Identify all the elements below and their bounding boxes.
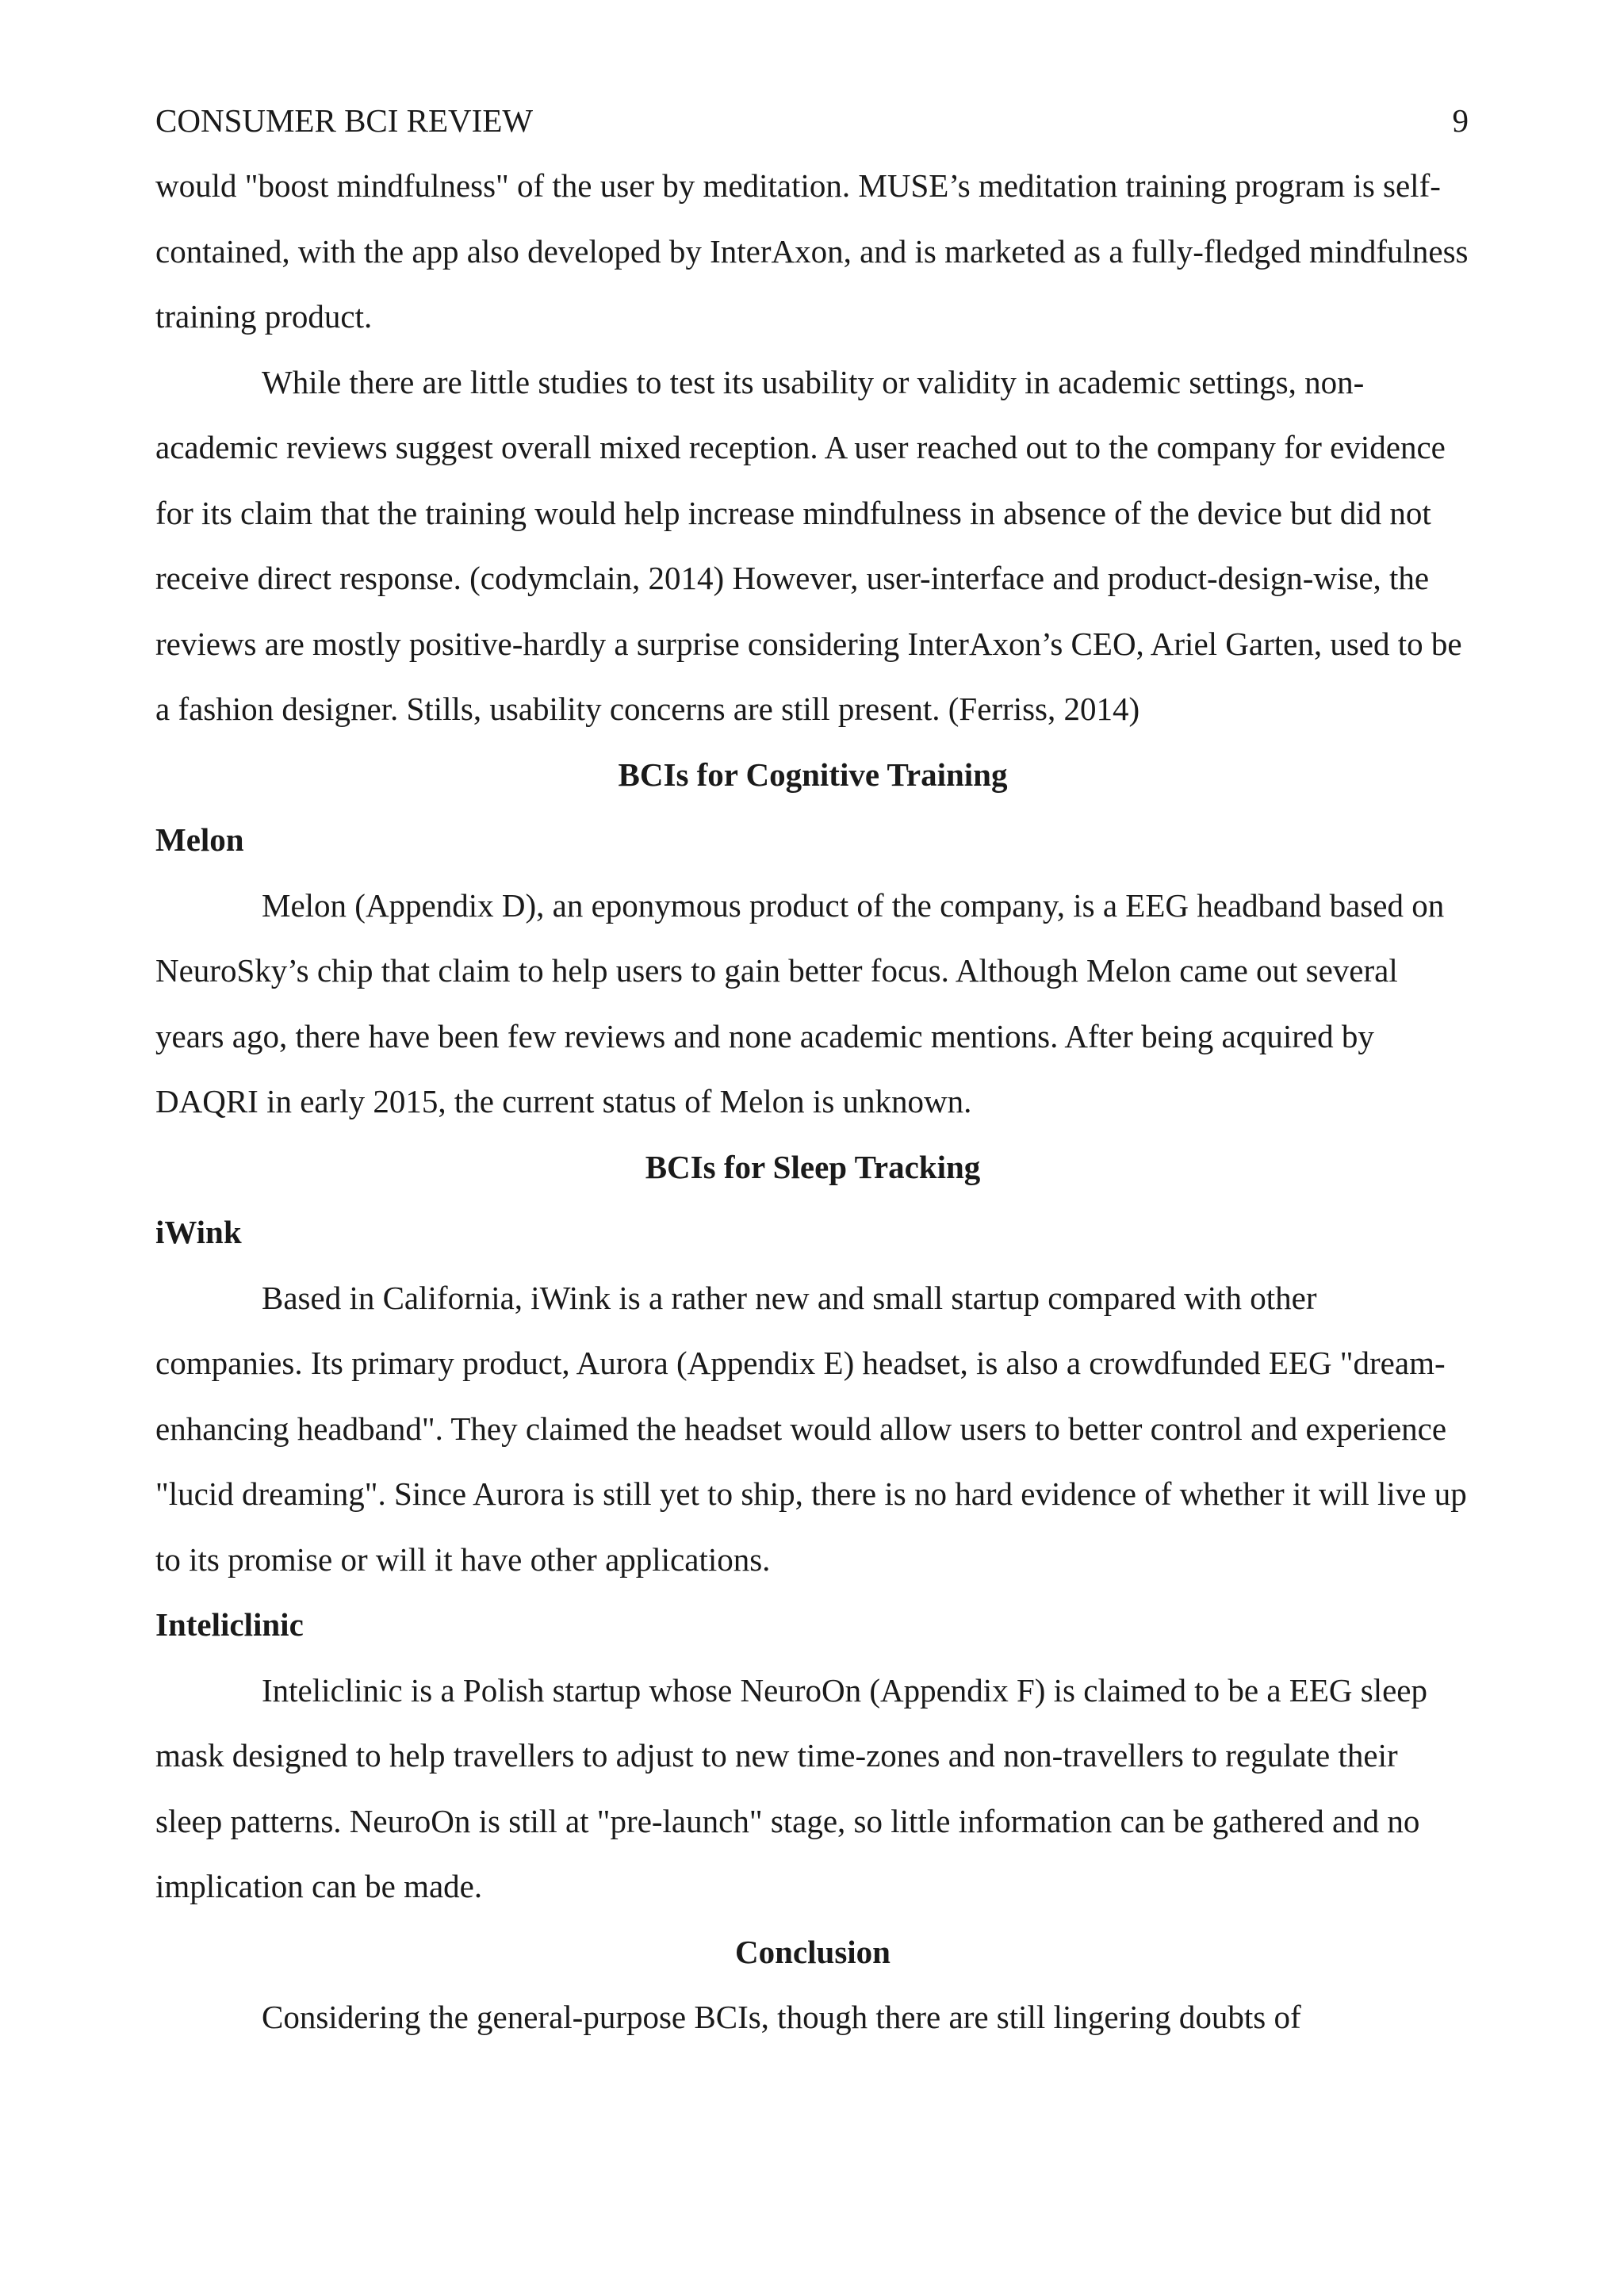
- subheading-iwink: iWink: [155, 1214, 242, 1250]
- paragraph-melon: Melon (Appendix D), an eponymous product of the company, is a EEG headband based on NeuroSky’s chip that claim to help users to gain better focus. Although Melon came out several years ago, there have been few reviews and none academic mentions. After being acquired by DAQRI in early 2015, the current status of Melon is unknown.: [155, 886, 1445, 1119]
- section-heading-conclusion: Conclusion: [735, 1933, 891, 1970]
- paragraph-muse-continued: would "boost mindfulness" of the user by meditation. MUSE’s meditation training program is self-contained, with the app also developed by InterAxon, and is marketed as a fully-fledged mindfulness training product.: [155, 167, 1469, 335]
- subheading-inteliclinic: Inteliclinic: [155, 1606, 304, 1643]
- paragraph-iwink: Based in California, iWink is a rather new and small startup compared with other companies. Its primary product, Aurora (Appendix E) headset, is also a crowdfunded EEG "dream-enhancing headband". They claimed the headset would allow users to better control and experience "lucid dreaming". Since Aurora is still yet to ship, there is no hard evidence of whether it will live up to its promise or will it have other applications.: [155, 1279, 1467, 1578]
- paragraph-conclusion: Considering the general-purpose BCIs, though there are still lingering doubts of: [262, 1999, 1301, 2035]
- paragraph-inteliclinic: Inteliclinic is a Polish startup whose NeuroOn (Appendix F) is claimed to be a EEG sleep mask designed to help travellers to adjust to new time-zones and non-travellers to regulate their sleep patterns. NeuroOn is still at "pre-launch" stage, so little information can be gathered and no implication can be made.: [155, 1671, 1427, 1904]
- subheading-melon: Melon: [155, 821, 244, 858]
- section-heading-sleep-tracking: BCIs for Sleep Tracking: [645, 1148, 981, 1185]
- page-header: [155, 100, 1469, 141]
- section-heading-cognitive-training: BCIs for Cognitive Training: [618, 756, 1008, 793]
- running-head: CONSUMER BCI REVIEW: [155, 102, 534, 139]
- page-number: 9: [1452, 102, 1469, 139]
- paragraph-muse-reviews: While there are little studies to test its usability or validity in academic settings, non-academic reviews suggest overall mixed reception. A user reached out to the company for evidence for its claim that the training would help increase mindfulness in absence of the device but did not receive direct response. (codymclain, 2014) However, user-interface and product-design-wise, the reviews are mostly positive-hardly a surprise considering InterAxon’s CEO, Ariel Garten, used to be a fashion designer. Stills, usability concerns are still present. (Ferriss, 2014): [155, 363, 1462, 727]
- page-body: [155, 153, 1470, 2050]
